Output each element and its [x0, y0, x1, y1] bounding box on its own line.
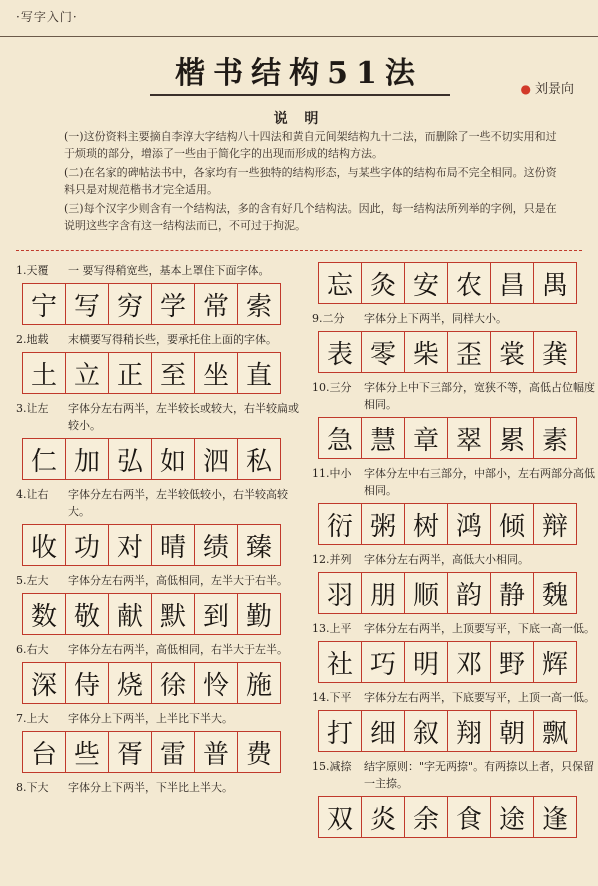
- example-character: 雷: [152, 732, 195, 772]
- example-character: 柴: [405, 332, 448, 372]
- method-item: [312, 465, 597, 545]
- example-character: 灸: [362, 263, 405, 303]
- note-paragraph: (一)这份资料主要摘自李淳大字结构八十四法和黄自元间架结构九十二法，而删除了一些不切实用和过于烦琐的部分，增添了一些由于简化字的出现而形成的结构方法。: [64, 130, 557, 160]
- notes: [64, 128, 564, 236]
- example-character: 邓: [448, 642, 491, 682]
- method-description: 字体分左中右三部分，中部小，左右两部分高低相同。: [364, 467, 595, 497]
- method-label: 8.下大: [16, 781, 49, 794]
- example-character: 衍: [319, 504, 362, 544]
- example-characters: [22, 524, 281, 566]
- method-head: [16, 710, 301, 727]
- example-character: 献: [109, 594, 152, 634]
- method-head: [16, 641, 301, 658]
- example-character: 双: [319, 797, 362, 837]
- example-character: 至: [152, 353, 195, 393]
- example-character: 臻: [238, 525, 280, 565]
- method-item: [16, 331, 301, 394]
- example-character: 学: [152, 284, 195, 324]
- method-description: 字体分左右两半，左半较低较小，右半较高较大。: [68, 488, 288, 518]
- example-characters: [318, 710, 577, 752]
- example-character: 功: [66, 525, 109, 565]
- example-character: 倾: [491, 504, 534, 544]
- note-paragraph: (二)在名家的碑帖法书中，各家均有一些独特的结构形态，与某些字体的结构布局不完全相同。这份资料只是对规范楷书才完全适用。: [64, 166, 557, 196]
- method-label: 12.并列: [312, 553, 352, 566]
- notes-heading: 说 明: [273, 111, 325, 127]
- method-label: 15.减捺: [312, 760, 352, 773]
- example-character: 社: [319, 642, 362, 682]
- method-description: 字体分左右两半，高低大小相同。: [364, 553, 529, 566]
- method-label: 5.左大: [16, 574, 49, 587]
- example-character: 慧: [362, 418, 405, 458]
- example-character: 深: [23, 663, 66, 703]
- example-character: 索: [238, 284, 280, 324]
- example-character: 辩: [534, 504, 576, 544]
- right-column: [312, 262, 597, 844]
- bullet-icon: ●: [520, 82, 531, 96]
- example-character: 巧: [362, 642, 405, 682]
- example-character: 素: [534, 418, 576, 458]
- example-character: 昌: [491, 263, 534, 303]
- method-description: 结字原则："字无两捺"。有两捺以上者，只保留一主捺。: [364, 760, 595, 790]
- example-characters: [22, 593, 281, 635]
- example-character: 叙: [405, 711, 448, 751]
- example-character: 土: [23, 353, 66, 393]
- method-head: [312, 551, 597, 568]
- example-character: 穷: [109, 284, 152, 324]
- method-description: 字体分左右两半，下底要写平，上顶一高一低。: [364, 691, 595, 704]
- note-paragraph: (三)每个汉字少则含有一个结构法，多的含有好几个结构法。因此，每一结构法所列举的字例，只是在说明这些字含有这一结构法而已，不可过于拘泥。: [64, 202, 557, 232]
- example-character: 常: [195, 284, 238, 324]
- example-character: 正: [109, 353, 152, 393]
- method-label: 9.二分: [312, 312, 345, 325]
- example-character: 魏: [534, 573, 576, 613]
- method-item: [16, 486, 301, 566]
- example-character: 收: [23, 525, 66, 565]
- method-head: [312, 379, 597, 413]
- example-character: 胥: [109, 732, 152, 772]
- method-description: 字体分上中下三部分，宽狭不等，高低占位幅度相同。: [364, 381, 595, 411]
- method-label: 7.上大: [16, 712, 49, 725]
- example-character: 飘: [534, 711, 576, 751]
- example-character: 写: [66, 284, 109, 324]
- method-head: [312, 689, 597, 706]
- example-character: 章: [405, 418, 448, 458]
- method-item: [16, 572, 301, 635]
- example-character: 立: [66, 353, 109, 393]
- example-character: 数: [23, 594, 66, 634]
- example-character: 明: [405, 642, 448, 682]
- example-characters: [22, 438, 281, 480]
- example-character: 普: [195, 732, 238, 772]
- example-character: 辉: [534, 642, 576, 682]
- example-character: 余: [405, 797, 448, 837]
- example-character: 施: [238, 663, 280, 703]
- method-head: [16, 572, 301, 589]
- example-character: 默: [152, 594, 195, 634]
- method-item: [16, 400, 301, 480]
- example-character: 如: [152, 439, 195, 479]
- method-item: [16, 641, 301, 704]
- example-character: 忘: [319, 263, 362, 303]
- title-underline: [150, 94, 450, 96]
- example-character: 宁: [23, 284, 66, 324]
- method-label: 1.天覆: [16, 264, 49, 277]
- example-character: 烧: [109, 663, 152, 703]
- example-character: 树: [405, 504, 448, 544]
- example-character: 徐: [152, 663, 195, 703]
- left-column: [16, 262, 301, 800]
- example-character: 安: [405, 263, 448, 303]
- page-title: 楷书结构51法: [175, 56, 423, 91]
- example-character: 禺: [534, 263, 576, 303]
- example-character: 细: [362, 711, 405, 751]
- method-head: [16, 262, 301, 279]
- method-description: 字体分左右两半，高低相同，左半大于右半。: [68, 574, 288, 587]
- example-character: 仁: [23, 439, 66, 479]
- example-character: 朝: [491, 711, 534, 751]
- example-character: 私: [238, 439, 280, 479]
- example-characters: [22, 662, 281, 704]
- method-head: [312, 620, 597, 637]
- method-item: [312, 758, 597, 838]
- method-head: [312, 465, 597, 499]
- example-characters: [318, 572, 577, 614]
- method-head: [16, 779, 301, 796]
- example-characters: [318, 796, 577, 838]
- method-label: 10.三分: [312, 381, 352, 394]
- method-label: 3.让左: [16, 402, 49, 415]
- example-character: 裳: [491, 332, 534, 372]
- example-character: 弘: [109, 439, 152, 479]
- example-character: 食: [448, 797, 491, 837]
- method-head: [312, 310, 597, 327]
- example-character: 途: [491, 797, 534, 837]
- method-label: 4.让右: [16, 488, 49, 501]
- method-description: 末横要写得稍长些，要承托住上面的字体。: [68, 333, 277, 346]
- example-characters: [22, 283, 281, 325]
- method-description: 字体分左右两半，高低相同，右半大于左半。: [68, 643, 288, 656]
- method-label: 11.中小: [312, 467, 352, 480]
- method-label: 14.下平: [312, 691, 352, 704]
- example-characters: [318, 262, 577, 304]
- example-characters: [22, 731, 281, 773]
- example-character: 费: [238, 732, 280, 772]
- method-label: 6.右大: [16, 643, 49, 656]
- method-head: [16, 486, 301, 520]
- method-item: [16, 710, 301, 773]
- example-character: 晴: [152, 525, 195, 565]
- author-name: 刘景向: [534, 82, 574, 97]
- example-character: 翔: [448, 711, 491, 751]
- example-characters: [318, 503, 577, 545]
- example-character: 对: [109, 525, 152, 565]
- method-item: [312, 689, 597, 752]
- example-character: 泗: [195, 439, 238, 479]
- example-character: 逢: [534, 797, 576, 837]
- example-character: 怜: [195, 663, 238, 703]
- method-head: [312, 758, 597, 792]
- example-characters: [318, 641, 577, 683]
- divider: [16, 250, 582, 251]
- example-character: 到: [195, 594, 238, 634]
- method-label: 13.上平: [312, 622, 352, 635]
- method-head: [16, 400, 301, 434]
- method-description: 字体分左右两半，左半较长或较大，右半较扁或较小。: [68, 402, 299, 432]
- method-item: [312, 379, 597, 459]
- method-head: [16, 331, 301, 348]
- example-character: 龚: [534, 332, 576, 372]
- example-character: 些: [66, 732, 109, 772]
- method-description: 一 要写得稍宽些，基本上罩住下面字体。: [68, 264, 270, 277]
- method-item: [312, 310, 597, 373]
- example-character: 歪: [448, 332, 491, 372]
- example-character: 急: [319, 418, 362, 458]
- method-description: 字体分左右两半，上顶要写平，下底一高一低。: [364, 622, 595, 635]
- example-character: 鸿: [448, 504, 491, 544]
- method-description: 字体分上下两半，下半比上半大。: [68, 781, 233, 794]
- example-character: 加: [66, 439, 109, 479]
- header-tag: ·写字入门·: [16, 10, 78, 24]
- example-character: 粥: [362, 504, 405, 544]
- example-character: 坐: [195, 353, 238, 393]
- example-character: 绩: [195, 525, 238, 565]
- example-character: 顺: [405, 573, 448, 613]
- example-character: 羽: [319, 573, 362, 613]
- example-character: 敬: [66, 594, 109, 634]
- example-character: 野: [491, 642, 534, 682]
- example-characters: [318, 331, 577, 373]
- method-item: [312, 262, 597, 304]
- example-character: 炎: [362, 797, 405, 837]
- example-character: 翠: [448, 418, 491, 458]
- example-character: 勤: [238, 594, 280, 634]
- example-character: 累: [491, 418, 534, 458]
- example-character: 直: [238, 353, 280, 393]
- example-character: 台: [23, 732, 66, 772]
- example-characters: [22, 352, 281, 394]
- method-description: 字体分上下两半，上半比下半大。: [68, 712, 233, 725]
- example-character: 表: [319, 332, 362, 372]
- method-description: 字体分上下两半，同样大小。: [364, 312, 507, 325]
- example-characters: [318, 417, 577, 459]
- method-item: [312, 620, 597, 683]
- example-character: 静: [491, 573, 534, 613]
- example-character: 韵: [448, 573, 491, 613]
- method-label: 2.地载: [16, 333, 49, 346]
- top-rule: [0, 36, 598, 37]
- method-item: [312, 551, 597, 614]
- author: [521, 78, 575, 97]
- example-character: 侍: [66, 663, 109, 703]
- example-character: 打: [319, 711, 362, 751]
- example-character: 农: [448, 263, 491, 303]
- example-character: 朋: [362, 573, 405, 613]
- example-character: 零: [362, 332, 405, 372]
- method-item: [16, 262, 301, 325]
- method-item: [16, 779, 301, 796]
